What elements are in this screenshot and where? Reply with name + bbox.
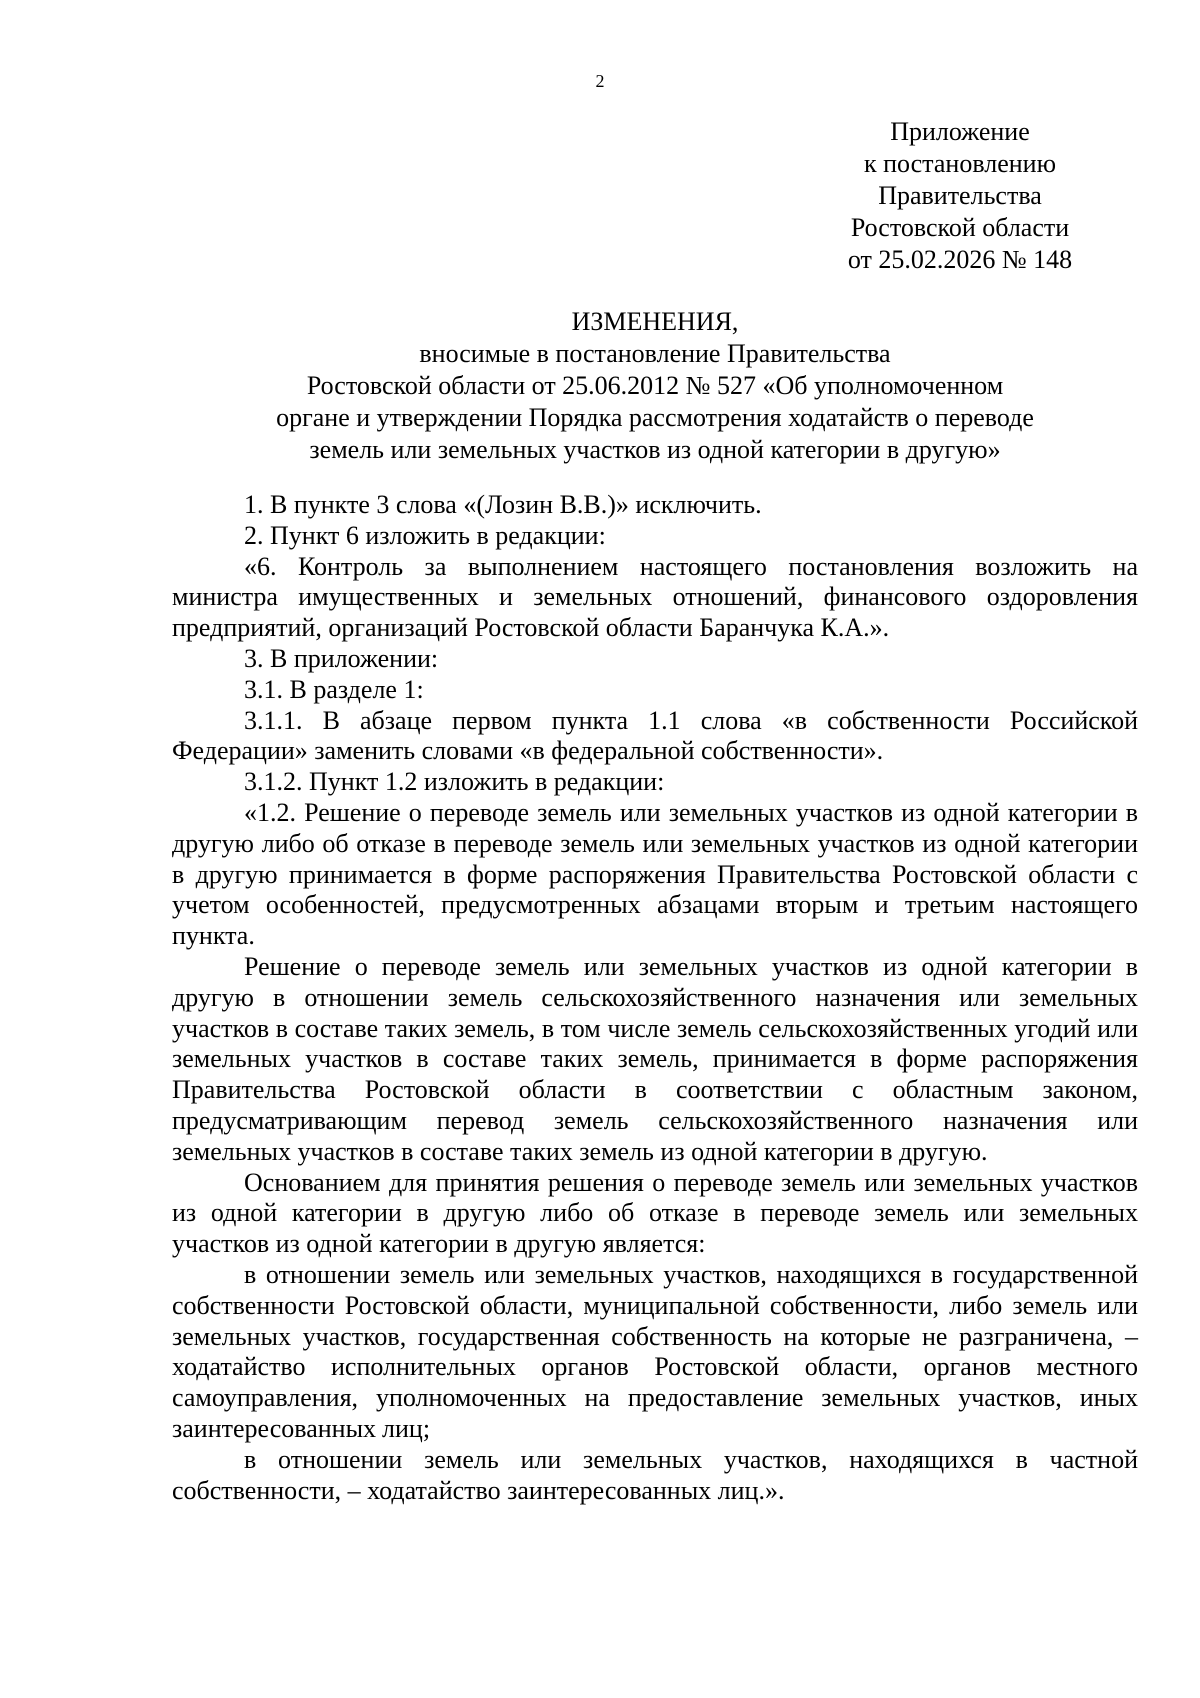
paragraph: 3. В приложении: — [244, 643, 439, 673]
title-line: земель или земельных участков из одной категории в другую» — [309, 435, 1001, 464]
approval-line: Приложение — [890, 117, 1030, 146]
paragraph: 3.1.2. Пункт 1.2 изложить в редакции: — [244, 767, 665, 797]
paragraph: «1.2. Решение о переводе земель или земельных участков из одной категории в другую либо об отказе в переводе земель или земельных участков из одной категории в другую принимается в форме распоряжения Правительства Ростовской области с учетом особенностей, предусмотренных абзацами вторым и третьим настоящего пункта. — [172, 797, 1138, 951]
paragraph: 2. Пункт 6 изложить в редакции: — [244, 520, 606, 550]
approval-line: Правительства — [878, 181, 1042, 210]
paragraph: 3.1. В разделе 1: — [244, 674, 424, 704]
approval-line: от 25.02.2026 № 148 — [847, 245, 1073, 274]
document-body — [172, 490, 1138, 1506]
paragraph: «6. Контроль за выполнением настоящего постановления возложить на министра имущественных и земельных отношений, финансового оздоровления предприятий, организаций Ростовской области Баранчука К.А.». — [172, 551, 1138, 643]
title-line: органе и утверждении Порядка рассмотрения ходатайств о переводе — [276, 403, 1034, 432]
paragraph: 1. В пункте 3 слова «(Лозин В.В.)» исключить. — [244, 490, 762, 519]
document-title — [172, 306, 1138, 466]
title-heading: ИЗМЕНЕНИЯ, — [571, 307, 739, 336]
approval-line: к постановлению — [863, 149, 1057, 178]
paragraph: 3.1.1. В абзаце первом пункта 1.1 слова «в собственности Российской Федерации» заменить словами «в федеральной собственности». — [172, 705, 1138, 766]
page-number: 2 — [595, 71, 605, 91]
approval-line: Ростовской области — [850, 213, 1070, 242]
title-line: вносимые в постановление Правительства — [419, 339, 891, 368]
paragraph: в отношении земель или земельных участков, находящихся в частной собственности, – ходатайство заинтересованных лиц.». — [172, 1444, 1138, 1505]
title-line: Ростовской области от 25.06.2012 № 527 «Об уполномоченном — [306, 371, 1004, 400]
approval-stamp — [810, 116, 1110, 276]
paragraph: Решение о переводе земель или земельных участков из одной категории в другую в отношении земель сельскохозяйственного назначения или земельных участков в составе таких земель, в том числе земель сельскохозяйственных угодий или земельных участков в составе таких земель, принимается в форме распоряжения Правительства Ростовской области в соответствии с областным законом, предусматривающим перевод земель сельскохозяйственного назначения или земельных участков в составе таких земель из одной категории в другую. — [172, 951, 1138, 1166]
paragraph: Основанием для принятия решения о переводе земель или земельных участков из одной категории в другую либо об отказе в переводе земель или земельных участков из одной категории в другую является: — [172, 1167, 1138, 1259]
paragraph: в отношении земель или земельных участков, находящихся в государственной собственности Ростовской области, муниципальной собственности, либо земель или земельных участков, государственная собственность на которые не разграничена, – ходатайство исполнительных органов Ростовской области, органов местного самоуправления, уполномоченных на предоставление земельных участков, иных заинтересованных лиц; — [172, 1259, 1138, 1443]
